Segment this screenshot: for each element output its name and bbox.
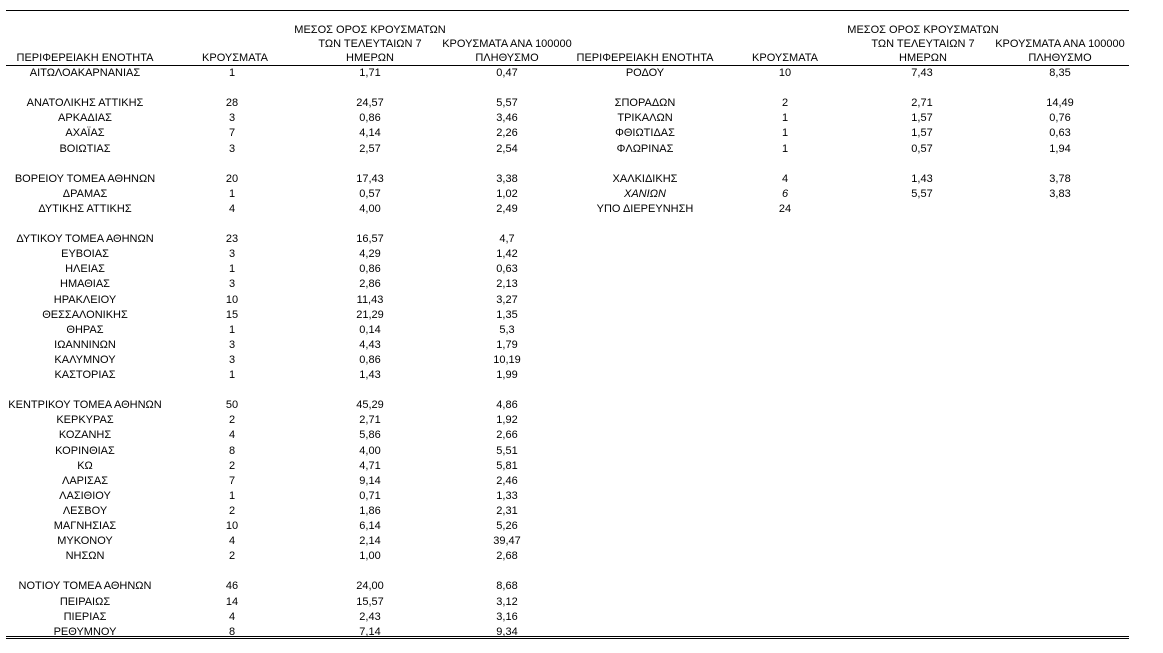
left-cell-region: ΑΙΤΩΛΟΑΚΑΡΝΑΝΙΑΣ xyxy=(29,67,141,79)
left-cell-cases: 28 xyxy=(225,97,239,110)
right-header-per100k-line-1: ΚΡΟΥΣΜΑΤΑ ΑΝΑ 100000 xyxy=(995,38,1125,50)
left-cell-per100k: 3,27 xyxy=(496,293,518,306)
left-cell-avg: 21,29 xyxy=(356,308,384,321)
left-cell-per100k: 2,31 xyxy=(496,504,518,517)
right-cell-region: ΡΟΔΟΥ xyxy=(625,67,665,79)
left-header-avg-line-3: ΗΜΕΡΩΝ xyxy=(346,52,394,64)
left-cell-cases: 2 xyxy=(228,504,236,517)
left-cell-per100k: 2,49 xyxy=(496,202,518,215)
left-cell-avg: 1,71 xyxy=(359,67,381,79)
left-cell-per100k: 1,42 xyxy=(496,248,518,261)
right-cell-cases: 1 xyxy=(781,127,789,140)
right-cell-avg: 0,57 xyxy=(911,142,933,155)
right-cell-cases: 2 xyxy=(781,97,789,110)
right-header-cases: ΚΡΟΥΣΜΑΤΑ xyxy=(752,52,818,64)
right-header-region: ΠΕΡΙΦΕΡΕΙΑΚΗ ΕΝΟΤΗΤΑ xyxy=(576,52,714,64)
left-cell-avg: 24,57 xyxy=(356,97,384,110)
left-cell-cases: 10 xyxy=(225,293,239,306)
left-cell-region: ΠΙΕΡΙΑΣ xyxy=(63,610,107,623)
right-cell-per100k: 0,76 xyxy=(1049,112,1071,125)
left-cell-cases: 20 xyxy=(225,172,239,185)
left-header-per100k-line-2: ΠΛΗΘΥΣΜΟ xyxy=(475,52,539,64)
right-cell-region: ΧΑΝΙΩΝ xyxy=(624,187,666,200)
left-cell-region: ΑΝΑΤΟΛΙΚΗΣ ΑΤΤΙΚΗΣ xyxy=(26,97,144,110)
left-cell-avg: 16,57 xyxy=(356,233,384,246)
left-cell-per100k: 2,26 xyxy=(496,127,518,140)
left-cell-per100k: 2,66 xyxy=(496,429,518,442)
left-cell-cases: 46 xyxy=(225,580,239,593)
left-cell-per100k: 5,26 xyxy=(496,520,518,532)
left-cell-region: ΛΑΣΙΘΙΟΥ xyxy=(59,489,111,502)
left-cell-region: ΕΥΒΟΙΑΣ xyxy=(61,248,109,261)
right-cell-cases: 1 xyxy=(781,142,789,155)
left-cell-per100k: 3,16 xyxy=(496,610,518,623)
left-cell-cases: 1 xyxy=(228,369,236,381)
left-cell-cases: 4 xyxy=(228,429,236,442)
left-cell-cases: 1 xyxy=(228,67,236,79)
left-cell-cases: 3 xyxy=(228,278,236,291)
header-bottom-line xyxy=(6,65,1129,66)
left-cell-avg: 1,43 xyxy=(359,369,381,381)
right-cell-per100k: 8,35 xyxy=(1049,67,1071,79)
left-cell-cases: 8 xyxy=(228,625,236,638)
left-cell-per100k: 1,79 xyxy=(496,338,518,351)
left-cell-per100k: 1,35 xyxy=(496,308,518,321)
left-cell-cases: 23 xyxy=(225,233,239,246)
left-cell-region: ΚΑΣΤΟΡΙΑΣ xyxy=(54,369,116,381)
left-cell-avg: 9,14 xyxy=(359,474,381,487)
left-cell-per100k: 1,99 xyxy=(496,369,518,381)
left-cell-cases: 4 xyxy=(228,202,236,215)
left-cell-region: ΒΟΙΩΤΙΑΣ xyxy=(59,142,111,155)
left-cell-avg: 4,71 xyxy=(359,459,381,472)
left-cell-region: ΗΡΑΚΛΕΙΟΥ xyxy=(53,293,117,306)
right-cell-per100k: 3,78 xyxy=(1049,172,1071,185)
left-cell-avg: 24,00 xyxy=(356,580,384,593)
left-cell-avg: 1,86 xyxy=(359,504,381,517)
left-header-avg-line-1: ΜΕΣΟΣ ΟΡΟΣ ΚΡΟΥΣΜΑΤΩΝ xyxy=(294,24,446,36)
left-header-cases: ΚΡΟΥΣΜΑΤΑ xyxy=(202,52,268,64)
left-cell-avg: 2,43 xyxy=(359,610,381,623)
left-cell-per100k: 5,3 xyxy=(499,323,515,336)
left-cell-per100k: 1,02 xyxy=(496,187,518,200)
right-cell-cases: 4 xyxy=(781,172,789,185)
left-cell-per100k: 2,68 xyxy=(496,550,518,563)
left-cell-per100k: 9,34 xyxy=(496,625,518,638)
left-cell-avg: 4,00 xyxy=(359,202,381,215)
left-cell-per100k: 5,57 xyxy=(496,97,518,110)
left-cell-avg: 5,86 xyxy=(359,429,381,442)
left-cell-region: ΑΡΚΑΔΙΑΣ xyxy=(58,112,112,125)
right-cell-region: ΣΠΟΡΑΔΩΝ xyxy=(614,97,676,110)
right-cell-avg: 5,57 xyxy=(911,187,933,200)
right-header-per100k-line-2: ΠΛΗΘΥΣΜΟ xyxy=(1028,52,1092,64)
left-cell-cases: 4 xyxy=(228,610,236,623)
left-cell-region: ΔΡΑΜΑΣ xyxy=(62,187,108,200)
left-cell-per100k: 2,54 xyxy=(496,142,518,155)
left-cell-cases: 1 xyxy=(228,323,236,336)
left-cell-region: ΠΕΙΡΑΙΩΣ xyxy=(59,595,111,608)
left-cell-region: ΔΥΤΙΚΗΣ ΑΤΤΙΚΗΣ xyxy=(38,202,132,215)
right-cell-per100k: 1,94 xyxy=(1049,142,1071,155)
left-cell-cases: 2 xyxy=(228,414,236,427)
left-cell-per100k: 3,12 xyxy=(496,595,518,608)
right-cell-avg: 1,57 xyxy=(911,127,933,140)
left-cell-avg: 4,43 xyxy=(359,338,381,351)
left-cell-per100k: 2,13 xyxy=(496,278,518,291)
left-cell-cases: 3 xyxy=(228,142,236,155)
left-cell-cases: 3 xyxy=(228,338,236,351)
left-cell-avg: 2,57 xyxy=(359,142,381,155)
right-cell-region: ΤΡΙΚΑΛΩΝ xyxy=(617,112,673,125)
left-cell-avg: 2,86 xyxy=(359,278,381,291)
left-cell-region: ΛΑΡΙΣΑΣ xyxy=(61,474,108,487)
left-cell-per100k: 5,51 xyxy=(496,444,518,457)
right-cell-avg: 2,71 xyxy=(911,97,933,110)
left-cell-region: ΜΑΓΝΗΣΙΑΣ xyxy=(53,520,117,532)
left-cell-per100k: 0,63 xyxy=(496,263,518,276)
left-cell-avg: 0,86 xyxy=(359,112,381,125)
left-cell-avg: 7,14 xyxy=(359,625,381,638)
left-cell-avg: 0,86 xyxy=(359,263,381,276)
left-cell-per100k: 1,92 xyxy=(496,414,518,427)
left-cell-cases: 10 xyxy=(225,520,239,532)
left-cell-cases: 3 xyxy=(228,248,236,261)
right-cell-cases: 6 xyxy=(781,187,789,200)
left-cell-cases: 8 xyxy=(228,444,236,457)
left-cell-per100k: 3,38 xyxy=(496,172,518,185)
left-cell-per100k: 4,86 xyxy=(496,399,518,412)
left-cell-avg: 4,00 xyxy=(359,444,381,457)
left-cell-region: ΡΕΘΥΜΝΟΥ xyxy=(53,625,117,638)
right-header-avg-line-3: ΗΜΕΡΩΝ xyxy=(899,52,947,64)
left-cell-avg: 4,29 xyxy=(359,248,381,261)
left-cell-cases: 2 xyxy=(228,459,236,472)
left-cell-avg: 45,29 xyxy=(356,399,384,412)
right-cell-region: ΥΠΟ ΔΙΕΡΕΥΝΗΣΗ xyxy=(596,202,694,215)
left-cell-avg: 1,00 xyxy=(359,550,381,563)
left-cell-region: ΑΧΑΪΑΣ xyxy=(65,127,105,140)
left-header-avg-line-2: ΤΩΝ ΤΕΛΕΥΤΑΙΩΝ 7 xyxy=(318,38,422,50)
right-cell-per100k: 0,63 xyxy=(1049,127,1071,140)
left-cell-region: ΚΩ xyxy=(77,459,93,472)
left-cell-region: ΚΟΖΑΝΗΣ xyxy=(58,429,112,442)
left-cell-region: ΚΕΡΚΥΡΑΣ xyxy=(56,414,114,427)
top-border-line xyxy=(6,10,1129,11)
left-cell-cases: 2 xyxy=(228,550,236,563)
right-cell-avg: 1,57 xyxy=(911,112,933,125)
left-header-per100k-line-1: ΚΡΟΥΣΜΑΤΑ ΑΝΑ 100000 xyxy=(442,38,572,50)
left-cell-per100k: 5,81 xyxy=(496,459,518,472)
left-cell-avg: 11,43 xyxy=(356,293,384,306)
left-cell-region: ΘΗΡΑΣ xyxy=(66,323,104,336)
left-cell-per100k: 2,46 xyxy=(496,474,518,487)
left-cell-cases: 14 xyxy=(225,595,239,608)
right-cell-per100k: 3,83 xyxy=(1049,187,1071,200)
left-cell-region: ΗΛΕΙΑΣ xyxy=(65,263,105,276)
right-cell-per100k: 14,49 xyxy=(1046,97,1074,110)
left-cell-region: ΙΩΑΝΝΙΝΩΝ xyxy=(54,338,116,351)
left-cell-cases: 3 xyxy=(228,112,236,125)
right-cell-cases: 24 xyxy=(778,202,792,215)
right-cell-region: ΧΑΛΚΙΔΙΚΗΣ xyxy=(612,172,678,185)
left-cell-cases: 50 xyxy=(225,399,239,412)
left-cell-cases: 4 xyxy=(228,535,236,548)
left-cell-cases: 15 xyxy=(225,308,239,321)
left-cell-per100k: 1,33 xyxy=(496,489,518,502)
right-cell-region: ΦΛΩΡΙΝΑΣ xyxy=(616,142,674,155)
left-cell-per100k: 8,68 xyxy=(496,580,518,593)
right-cell-cases: 10 xyxy=(778,67,792,79)
left-cell-avg: 4,14 xyxy=(359,127,381,140)
left-cell-avg: 2,71 xyxy=(359,414,381,427)
left-cell-region: ΗΜΑΘΙΑΣ xyxy=(60,278,110,291)
left-cell-cases: 1 xyxy=(228,263,236,276)
left-cell-cases: 1 xyxy=(228,489,236,502)
right-header-avg-line-2: ΤΩΝ ΤΕΛΕΥΤΑΙΩΝ 7 xyxy=(871,38,975,50)
right-cell-avg: 1,43 xyxy=(911,172,933,185)
right-cell-cases: 1 xyxy=(781,112,789,125)
left-cell-per100k: 3,46 xyxy=(496,112,518,125)
left-cell-region: ΒΟΡΕΙΟΥ ΤΟΜΕΑ ΑΘΗΝΩΝ xyxy=(14,172,156,185)
left-cell-avg: 0,86 xyxy=(359,353,381,366)
right-header-avg-line-1: ΜΕΣΟΣ ΟΡΟΣ ΚΡΟΥΣΜΑΤΩΝ xyxy=(847,24,999,36)
left-cell-avg: 0,14 xyxy=(359,323,381,336)
left-cell-region: ΜΥΚΟΝΟΥ xyxy=(57,535,113,548)
left-cell-cases: 1 xyxy=(228,187,236,200)
left-cell-region: ΚΑΛΥΜΝΟΥ xyxy=(54,353,116,366)
left-cell-cases: 3 xyxy=(228,353,236,366)
left-cell-cases: 7 xyxy=(228,127,236,140)
right-cell-avg: 7,43 xyxy=(911,67,933,79)
left-cell-avg: 15,57 xyxy=(356,595,384,608)
left-cell-per100k: 4,7 xyxy=(499,233,515,246)
left-cell-region: ΛΕΣΒΟΥ xyxy=(62,504,108,517)
left-cell-per100k: 39,47 xyxy=(493,535,521,548)
left-cell-avg: 0,57 xyxy=(359,187,381,200)
left-cell-cases: 7 xyxy=(228,474,236,487)
left-cell-per100k: 10,19 xyxy=(493,353,521,366)
left-cell-region: ΚΕΝΤΡΙΚΟΥ ΤΟΜΕΑ ΑΘΗΝΩΝ xyxy=(8,399,162,412)
left-cell-avg: 2,14 xyxy=(359,535,381,548)
left-cell-region: ΔΥΤΙΚΟΥ ΤΟΜΕΑ ΑΘΗΝΩΝ xyxy=(16,233,154,246)
left-cell-region: ΝΗΣΩΝ xyxy=(65,550,105,563)
left-header-region: ΠΕΡΙΦΕΡΕΙΑΚΗ ΕΝΟΤΗΤΑ xyxy=(16,52,154,64)
left-cell-avg: 6,14 xyxy=(359,520,381,532)
left-cell-avg: 0,71 xyxy=(359,489,381,502)
left-cell-region: ΘΕΣΣΑΛΟΝΙΚΗΣ xyxy=(42,308,128,321)
left-cell-avg: 17,43 xyxy=(356,172,384,185)
left-cell-region: ΝΟΤΙΟΥ ΤΟΜΕΑ ΑΘΗΝΩΝ xyxy=(18,580,152,593)
left-cell-region: ΚΟΡΙΝΘΙΑΣ xyxy=(55,444,115,457)
right-cell-region: ΦΘΙΩΤΙΔΑΣ xyxy=(615,127,675,140)
left-cell-per100k: 0,47 xyxy=(496,67,518,79)
